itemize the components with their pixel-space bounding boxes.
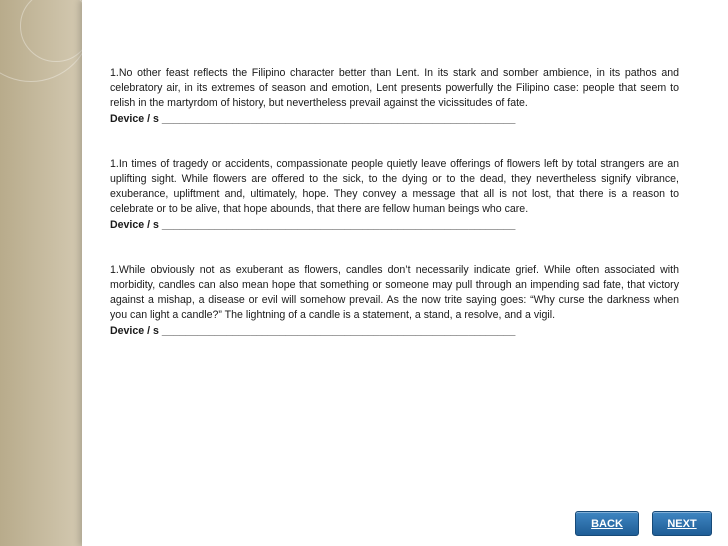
decorative-side-band bbox=[0, 0, 82, 546]
back-button[interactable]: BACK bbox=[575, 511, 639, 536]
exercise-paragraph-3: 1.While obviously not as exuberant as flowers, candles don’t necessarily indicate grief. While often associated with morbidity, candles can also mean hope that something or someone may pull through an impending sad fate, that victory against a mishap, a disease or evil will somehow prevail. As the now trite saying goes: “Why curse the darkness when you can light a candle?” The lightning of a candle is a statement, a stand, a resolve, and a vigil. bbox=[110, 263, 679, 322]
exercise-paragraph-2: 1.In times of tragedy or accidents, compassionate people quietly leave offerings of flowers left by total strangers are an uplifting sight. While flowers are offered to the sick, to the dying or to the dead, they nevertheless signify vibrance, exuberance, upliftment and, ultimately, hope. They convey a message that all is not lost, that there is a reason to celebrate or to be alive, that hope abounds, that there are fellow human beings who care. bbox=[110, 157, 679, 216]
slide-page bbox=[82, 0, 728, 546]
device-answer-line-2: Device / s ____________________________________________________________ bbox=[110, 218, 516, 231]
device-answer-line-3: Device / s ____________________________________________________________ bbox=[110, 324, 516, 337]
device-answer-line-1: Device / s ____________________________________________________________ bbox=[110, 112, 516, 125]
exercise-content bbox=[110, 66, 679, 369]
exercise-paragraph-1: 1.No other feast reflects the Filipino character better than Lent. In its stark and somber ambience, in its pathos and celebratory air, in its extremes of season and emotion, Lent presents powerfully the Filipino case: people that seem to relish in the martyrdom of history, but nevertheless prevail against the vicissitudes of fate. bbox=[110, 67, 679, 110]
next-button[interactable]: NEXT bbox=[652, 511, 712, 536]
